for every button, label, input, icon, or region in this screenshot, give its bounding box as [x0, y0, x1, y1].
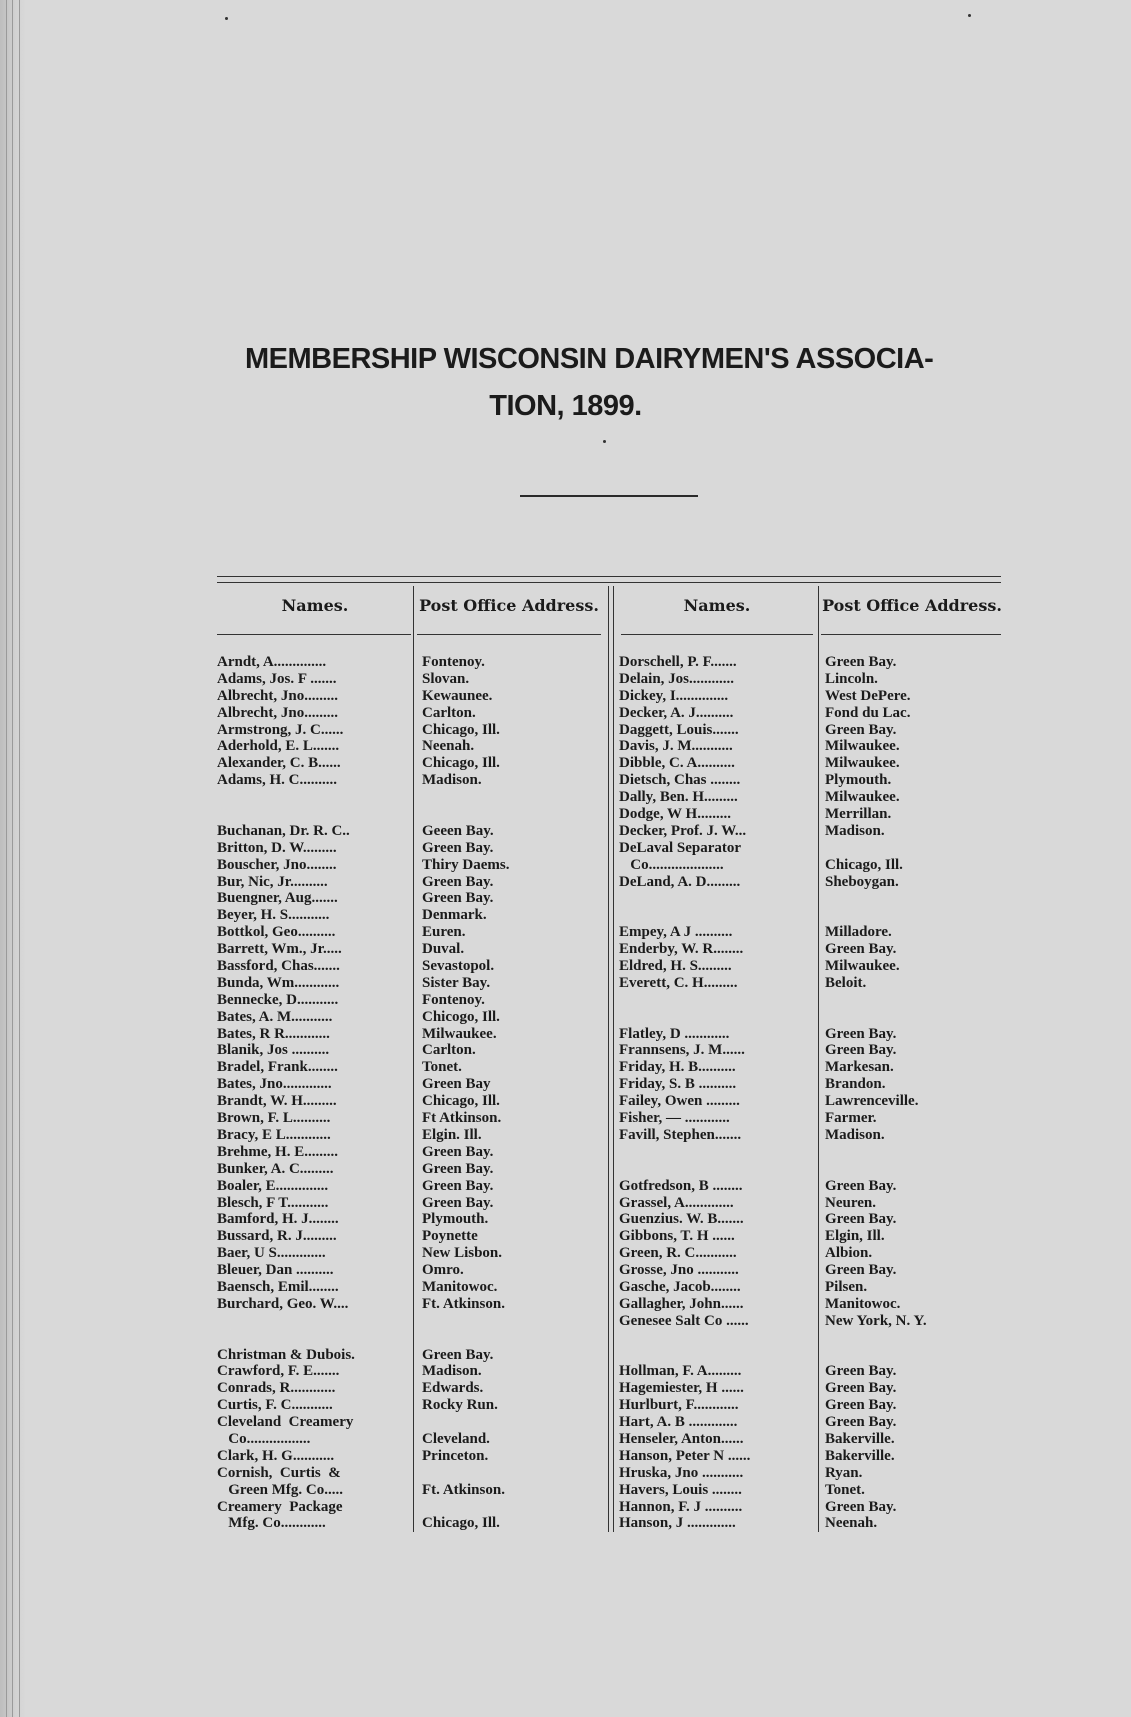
member-name: Decker, A. J.......... — [619, 704, 734, 721]
member-address: Green Bay. — [825, 1363, 897, 1380]
column-divider — [818, 586, 819, 1532]
member-address: Ft. Atkinson. — [422, 1295, 505, 1312]
member-address: Green Bay. — [422, 1194, 494, 1211]
member-address — [825, 1347, 1005, 1364]
member-name: Hagemiester, H ...... — [619, 1380, 744, 1397]
table-top-rule — [217, 576, 1001, 577]
member-name: Burchard, Geo. W.... — [217, 1295, 349, 1312]
member-name: DeLaval Separator — [619, 839, 742, 856]
member-address — [825, 1330, 1005, 1347]
member-address: Fontenoy. — [422, 654, 485, 670]
member-address: Green Bay. — [422, 1346, 494, 1363]
member-name: Buengner, Aug....... — [217, 890, 338, 907]
member-address: Tonet. — [825, 1481, 865, 1498]
member-name: Friday, H. B.......... — [619, 1059, 736, 1076]
member-address: Madison. — [825, 1126, 885, 1143]
member-name: Enderby, W. R........ — [619, 941, 744, 958]
member-name: Gotfredson, B ........ — [619, 1177, 743, 1194]
member-address: Carlton. — [422, 1042, 476, 1059]
member-name: Baensch, Emil........ — [217, 1278, 339, 1295]
member-address: Milwaukee. — [825, 958, 900, 975]
member-name: Cleveland Creamery — [217, 1414, 354, 1431]
member-address: Fond du Lac. — [825, 704, 911, 721]
member-address: Green Bay. — [825, 1025, 897, 1042]
member-name: Flatley, D ............ — [619, 1025, 730, 1042]
member-address: Rocky Run. — [422, 1397, 498, 1414]
member-name: Bradel, Frank........ — [217, 1059, 338, 1076]
member-name: Arndt, A.............. — [217, 654, 327, 670]
member-name — [619, 1144, 815, 1161]
member-name: Bamford, H. J........ — [217, 1211, 339, 1228]
member-name: Beyer, H. S........... — [217, 907, 330, 924]
member-address: Milwaukee. — [825, 738, 900, 755]
member-address: Pilsen. — [825, 1278, 868, 1295]
member-address: New Lisbon. — [422, 1245, 503, 1262]
member-address: Green Bay. — [422, 839, 494, 856]
member-address: Manitowoc. — [422, 1278, 498, 1295]
member-address: Milwaukee. — [422, 1025, 497, 1042]
member-address: Neuren. — [825, 1194, 876, 1211]
member-name — [619, 890, 815, 907]
member-address — [825, 840, 1005, 857]
member-address: Sheboygan. — [825, 873, 899, 890]
member-address: Merrillan. — [825, 806, 892, 823]
member-address: Green Bay. — [825, 1211, 897, 1228]
member-name: Bur, Nic, Jr.......... — [217, 873, 328, 890]
member-address: Green Bay — [422, 1076, 491, 1093]
member-name: Eldred, H. S......... — [619, 958, 732, 975]
member-name: Mfg. Co............ — [217, 1515, 326, 1532]
member-name: Barrett, Wm., Jr..... — [217, 941, 342, 958]
member-name: Hanson, Peter N ...... — [619, 1447, 751, 1464]
member-address: Green Bay. — [825, 1414, 897, 1431]
member-name: Conrads, R............ — [217, 1380, 336, 1397]
column-divider — [608, 586, 609, 1532]
member-address: Green Bay. — [825, 1498, 897, 1515]
member-address: Lincoln. — [825, 670, 878, 687]
member-name: Bussard, R. J......... — [217, 1228, 337, 1245]
member-name: Co.................... — [619, 856, 724, 873]
member-address: Chicago, Ill. — [422, 755, 500, 772]
member-name — [217, 1330, 413, 1347]
member-address — [422, 1465, 602, 1482]
member-name: Brown, F. L.......... — [217, 1110, 331, 1127]
member-name: Daggett, Louis....... — [619, 721, 739, 738]
member-address: Milwaukee. — [825, 789, 900, 806]
member-name: Adams, H. C.......... — [217, 772, 338, 789]
member-name: Bates, Jno............. — [217, 1076, 332, 1093]
title-divider — [520, 495, 698, 497]
member-name: Albrecht, Jno......... — [217, 687, 338, 704]
member-address: Ft Atkinson. — [422, 1110, 502, 1127]
member-name: Green, R. C........... — [619, 1245, 737, 1262]
member-name: Guenzius. W. B....... — [619, 1211, 744, 1228]
member-name: Dodge, W H......... — [619, 806, 731, 823]
member-name: Adams, Jos. F ....... — [217, 670, 337, 687]
member-address: Green Bay. — [825, 1042, 897, 1059]
member-address: Sister Bay. — [422, 974, 491, 991]
member-address: Markesan. — [825, 1059, 894, 1076]
member-address: Chicago, Ill. — [422, 1515, 500, 1532]
member-address: Manitowoc. — [825, 1295, 901, 1312]
member-name — [619, 1347, 815, 1364]
member-name: Gibbons, T. H ...... — [619, 1228, 735, 1245]
member-address — [825, 992, 1005, 1009]
member-name: Christman & Dubois. — [217, 1346, 355, 1363]
member-name: DeLand, A. D......... — [619, 873, 741, 890]
member-name: Delain, Jos............ — [619, 670, 735, 687]
member-address: Brandon. — [825, 1076, 886, 1093]
member-address: West DePere. — [825, 687, 911, 704]
member-address — [422, 806, 602, 823]
member-address — [422, 1414, 602, 1431]
member-address: Green Bay. — [422, 890, 494, 907]
member-address: Farmer. — [825, 1110, 877, 1127]
member-name: Fisher, — ............ — [619, 1110, 730, 1127]
member-name: Hollman, F. A......... — [619, 1363, 742, 1380]
member-name: Grosse, Jno ........... — [619, 1262, 739, 1279]
member-name — [619, 1330, 815, 1347]
member-name: Dietsch, Chas ........ — [619, 772, 741, 789]
member-name: Dorschell, P. F....... — [619, 654, 737, 670]
member-address: Green Bay. — [422, 1177, 494, 1194]
left-names-column — [217, 654, 413, 1532]
member-name: Dickey, I.............. — [619, 687, 729, 704]
member-name: Favill, Stephen....... — [619, 1126, 742, 1143]
member-name: Bates, A. M........... — [217, 1008, 333, 1025]
member-address — [825, 1144, 1005, 1161]
member-name: Hannon, F. J .......... — [619, 1498, 743, 1515]
member-name: Britton, D. W......... — [217, 839, 337, 856]
member-address: Bakerville. — [825, 1430, 895, 1447]
member-address: Chicago, Ill. — [422, 721, 500, 738]
page-title-line-1: MEMBERSHIP WISCONSIN DAIRYMEN'S ASSOCIA- — [245, 343, 934, 375]
member-address: Bakerville. — [825, 1447, 895, 1464]
member-name: Bouscher, Jno........ — [217, 856, 337, 873]
member-address: Beloit. — [825, 974, 867, 991]
member-name — [217, 1313, 413, 1330]
header-address-left: Post Office Address. — [419, 596, 599, 615]
right-address-column — [825, 654, 1005, 1532]
member-address — [825, 890, 1005, 907]
member-name: Curtis, F. C........... — [217, 1397, 333, 1414]
member-address: Elgin. Ill. — [422, 1126, 482, 1143]
member-name: Davis, J. M........... — [619, 738, 733, 755]
member-address — [422, 1313, 602, 1330]
member-name: Bassford, Chas....... — [217, 958, 340, 975]
member-name: Havers, Louis ........ — [619, 1481, 742, 1498]
member-name: Brandt, W. H......... — [217, 1093, 337, 1110]
member-address: Duval. — [422, 941, 465, 958]
member-address — [825, 1009, 1005, 1026]
member-address: Madison. — [422, 772, 482, 789]
member-address — [422, 789, 602, 806]
header-names-left: Names. — [281, 596, 349, 615]
member-address: Ft. Atkinson. — [422, 1481, 505, 1498]
member-name: Baer, U S............. — [217, 1245, 326, 1262]
member-address: Green Bay. — [825, 1380, 897, 1397]
member-address: Milwaukee. — [825, 755, 900, 772]
member-name: Hanson, J ............. — [619, 1515, 736, 1532]
member-address: Green Bay. — [422, 1160, 494, 1177]
column-divider — [413, 586, 414, 1532]
member-address: Green Bay. — [825, 1262, 897, 1279]
member-name: Boaler, E.............. — [217, 1177, 329, 1194]
member-address: Euren. — [422, 924, 466, 941]
member-name: Empey, A J .......... — [619, 924, 733, 941]
member-address: Green Bay. — [422, 873, 494, 890]
member-address: Plymouth. — [825, 772, 892, 789]
member-address: Denmark. — [422, 907, 487, 924]
member-name: Co................. — [217, 1430, 311, 1447]
member-address: Kewaunee. — [422, 687, 493, 704]
member-address: Omro. — [422, 1262, 464, 1279]
member-name: Decker, Prof. J. W... — [619, 822, 747, 839]
member-address: Princeton. — [422, 1447, 489, 1464]
member-name: Alexander, C. B...... — [217, 755, 341, 772]
header-names-right: Names. — [683, 596, 751, 615]
member-name — [619, 1009, 815, 1026]
header-underline — [621, 634, 813, 635]
member-address: Geeen Bay. — [422, 822, 494, 839]
member-address: Green Bay. — [825, 1397, 897, 1414]
member-address: Ryan. — [825, 1464, 863, 1481]
member-address: Green Bay. — [422, 1143, 494, 1160]
member-name: Bunker, A. C......... — [217, 1160, 334, 1177]
member-name: Hart, A. B ............. — [619, 1414, 738, 1431]
member-address: Milladore. — [825, 924, 892, 941]
member-address: Neenah. — [422, 738, 475, 755]
member-address: Tonet. — [422, 1059, 462, 1076]
member-address: Slovan. — [422, 670, 470, 687]
member-name — [217, 806, 413, 823]
member-address: Green Bay. — [825, 654, 897, 670]
member-name: Crawford, F. E....... — [217, 1363, 340, 1380]
member-name: Hruska, Jno ........... — [619, 1464, 744, 1481]
member-name: Henseler, Anton...... — [619, 1430, 744, 1447]
member-address: Sevastopol. — [422, 958, 495, 975]
member-name: Bleuer, Dan .......... — [217, 1262, 334, 1279]
table-top-rule — [217, 582, 1001, 583]
member-name: Gasche, Jacob........ — [619, 1278, 741, 1295]
member-name — [217, 789, 413, 806]
member-name: Hurlburt, F............ — [619, 1397, 739, 1414]
speck — [225, 17, 228, 20]
member-name: Frannsens, J. M...... — [619, 1042, 745, 1059]
header-underline — [217, 634, 411, 635]
member-address: Chicago, Ill. — [825, 856, 903, 873]
page-title-line-2: TION, 1899. — [489, 390, 642, 422]
member-name: Green Mfg. Co..... — [217, 1481, 343, 1498]
member-name: Bates, R R............ — [217, 1025, 330, 1042]
member-name: Armstrong, J. C...... — [217, 721, 344, 738]
member-address: Fontenoy. — [422, 991, 485, 1008]
left-address-column — [422, 654, 602, 1532]
member-address: Chicago, Ill. — [422, 1093, 500, 1110]
member-address: Neenah. — [825, 1515, 878, 1532]
member-name: Blanik, Jos .......... — [217, 1042, 330, 1059]
member-name: Albrecht, Jno......... — [217, 704, 338, 721]
member-address: Poynette — [422, 1228, 478, 1245]
member-name: Gallagher, John...... — [619, 1295, 744, 1312]
member-name: Cornish, Curtis & — [217, 1464, 341, 1481]
member-address: Carlton. — [422, 704, 476, 721]
member-name: Bottkol, Geo.......... — [217, 924, 336, 941]
member-name: Blesch, F T........... — [217, 1194, 329, 1211]
member-address — [422, 1499, 602, 1516]
header-underline — [417, 634, 601, 635]
column-divider — [613, 586, 614, 1532]
member-name: Creamery Package — [217, 1498, 343, 1515]
member-address — [825, 907, 1005, 924]
member-address: Green Bay. — [825, 721, 897, 738]
member-name: Buchanan, Dr. R. C.. — [217, 822, 350, 839]
member-address: Elgin, Ill. — [825, 1228, 885, 1245]
member-name: Failey, Owen ......... — [619, 1093, 740, 1110]
member-name: Genesee Salt Co ...... — [619, 1312, 749, 1329]
right-names-column — [619, 654, 815, 1532]
member-name: Bennecke, D........... — [217, 991, 339, 1008]
member-name — [619, 992, 815, 1009]
member-name: Bracy, E L............ — [217, 1126, 331, 1143]
member-address: Madison. — [422, 1363, 482, 1380]
member-address — [825, 1161, 1005, 1178]
member-name: Aderhold, E. L....... — [217, 738, 340, 755]
membership-table — [217, 572, 1007, 1532]
member-address: Thiry Daems. — [422, 856, 510, 873]
member-address: Plymouth. — [422, 1211, 489, 1228]
member-address: Green Bay. — [825, 1177, 897, 1194]
member-name: Brehme, H. E......... — [217, 1143, 338, 1160]
member-name: Dibble, C. A.......... — [619, 755, 735, 772]
member-address: Green Bay. — [825, 941, 897, 958]
member-address: Cleveland. — [422, 1430, 490, 1447]
speck — [603, 440, 606, 443]
member-address: Madison. — [825, 822, 885, 839]
member-address: Albion. — [825, 1245, 873, 1262]
member-address: Edwards. — [422, 1380, 484, 1397]
member-address — [422, 1330, 602, 1347]
page-binding-edge — [0, 0, 26, 1717]
member-address: New York, N. Y. — [825, 1312, 927, 1329]
member-name: Everett, C. H......... — [619, 974, 738, 991]
member-name: Clark, H. G........... — [217, 1447, 335, 1464]
member-name: Bunda, Wm............ — [217, 974, 340, 991]
member-address: Lawrenceville. — [825, 1093, 919, 1110]
header-address-right: Post Office Address. — [822, 596, 1002, 615]
speck — [968, 14, 971, 17]
member-name — [619, 907, 815, 924]
member-name: Friday, S. B .......... — [619, 1076, 737, 1093]
header-underline — [821, 634, 1001, 635]
member-name: Dally, Ben. H......... — [619, 789, 738, 806]
member-name — [619, 1161, 815, 1178]
member-address: Chicogo, Ill. — [422, 1008, 500, 1025]
member-name: Grassel, A............. — [619, 1194, 734, 1211]
